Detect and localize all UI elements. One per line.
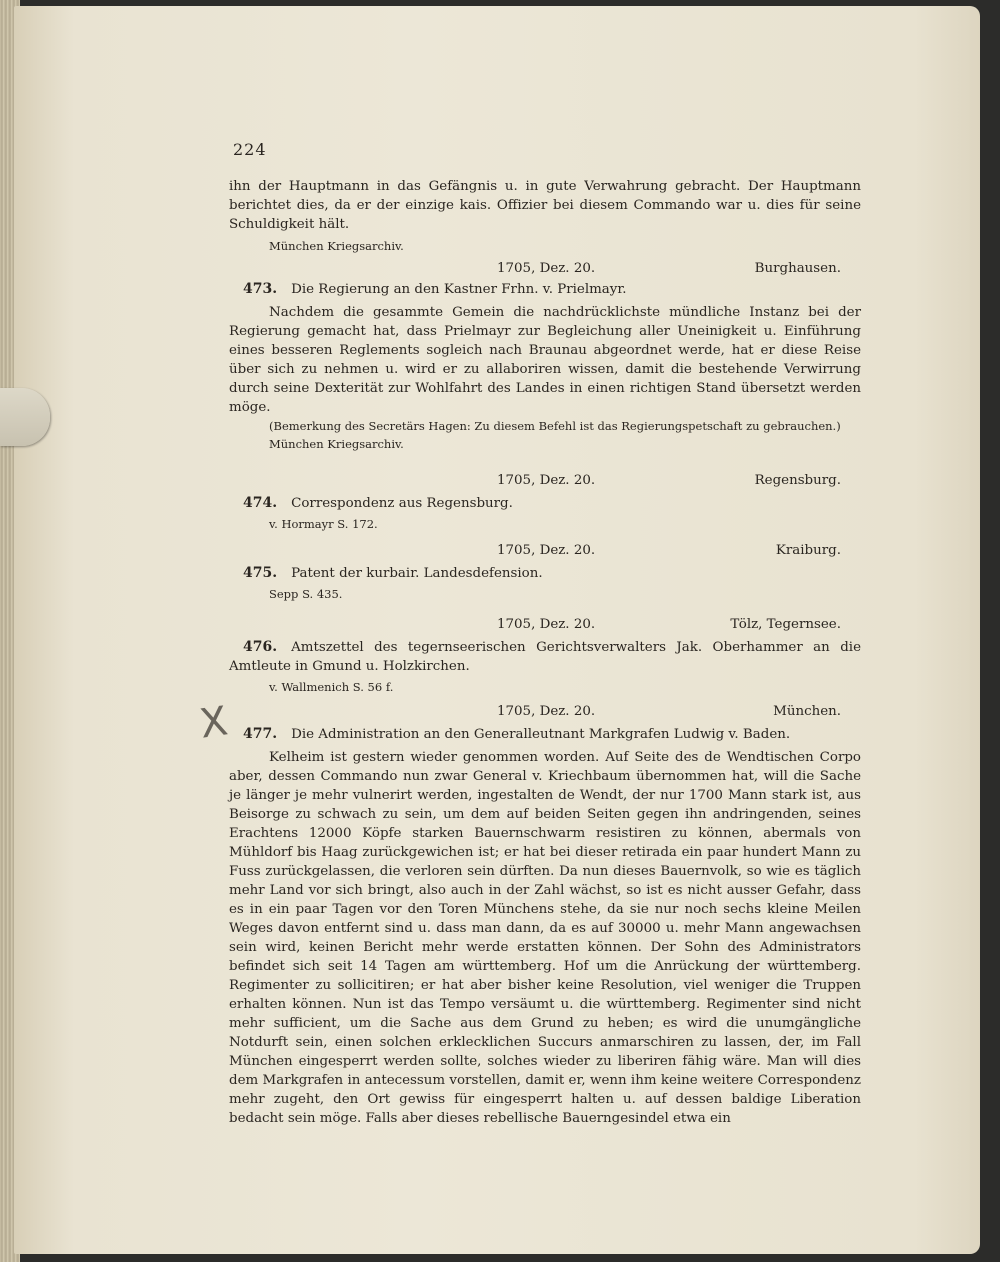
- entry-477-heading: [243, 725, 861, 744]
- entry-473-place: Burghausen.: [754, 261, 841, 276]
- entry-476-date: 1705, Dez. 20.: [497, 617, 596, 632]
- page-body: [229, 177, 861, 1128]
- entry-475-source: Sepp S. 435.: [269, 587, 343, 601]
- entry-477-body: Kelheim ist gestern wieder genommen worden. Auf Seite des de Wendtischen Corpo aber, dessen Commando nun zwar General v. Kriechbaum übernommen hat, will die Sache je länger je mehr vulnerirt werden, ingestalten de Wendt, der nur 1700 Mann stark ist, aus Beisorge zu schwach zu sein, um dem auf beiden Seiten gegen ihn andringenden, seines Erachtens 12000 Köpfe starken Bauernschwarm resistiren zu können, abermals von Mühldorf bis Haag zurückgewichen ist; er hat bei dieser retirada ein paar hundert Mann zu Fuss zurückgelassen, die verloren sein dürften. Da nun dieses Bauernvolk, so wie es täglich mehr Land vor sich bringt, also auch in der Zahl wächst, so ist es nicht ausser Gefahr, dass es in ein paar Tagen vor den Toren Münchens stehe, da sie nur noch sechs kleine Meilen Weges davon entfernt sind u. dass man dann, da es auf 30000 u. mehr Mann angewachsen sein wird, keinen Bericht mehr werde erstatten können. Der Sohn des Administrators befindet sich seit 14 Tagen am württemberg. Hof um die Anrückung der württemberg. Regimenter zu sollicitiren; er hat aber bisher keine Resolution, viel weniger die Truppen erhalten können. Nun ist das Tempo versäumt u. die württemberg. Regimenter sind nicht mehr sufficient, um die Sache aus dem Grund zu heben; es wird die unumgängliche Notdurft sein, einen solchen erklecklichen Succurs anmarschiren zu lassen, der, im Fall München eingesperrt werden sollte, solches wieder zu liberiren fähig wäre. Man will dies dem Markgrafen in antecessum vorstellen, damit er, wenn ihm keine weitere Correspondenz mehr zugeht, den Ort gewiss für eingesperrt halten u. auf dessen baldige Liberation bedacht sein möge. Falls aber dieses rebellische Bauerngesindel etwa ein: [229, 750, 861, 1126]
- entry-474-header: [229, 471, 841, 490]
- entry-476-title: Amtszettel des tegernseerischen Gerichtsverwalters Jak. Oberhammer an die Amtleute in Gmund u. Holzkirchen.: [229, 640, 861, 674]
- entry-475-date: 1705, Dez. 20.: [497, 543, 596, 558]
- entry-473-title: Die Regierung an den Kastner Frhn. v. Prielmayr.: [291, 282, 627, 297]
- entry-475-place: Kraiburg.: [775, 543, 841, 558]
- entry-473-note: (Bemerkung des Secretärs Hagen: Zu diesem Befehl ist das Regierungspetschaft zu gebrauchen.): [269, 419, 841, 433]
- entry-476-source: v. Wallmenich S. 56 f.: [269, 680, 394, 694]
- entry-475-title: Patent der kurbair. Landesdefension.: [291, 566, 543, 581]
- entry-476-place: Tölz, Tegernsee.: [730, 617, 841, 632]
- entry-474-heading: [243, 494, 861, 513]
- entry-477-header: [229, 702, 841, 721]
- entry-474-number: 474.: [243, 495, 278, 511]
- entry-473-body: Nachdem die gesammte Gemein die nachdrücklichste mündliche Instanz bei der Regierung gemacht hat, dass Prielmayr zur Begleichung aller Uneinigkeit u. Einführung eines besseren Reglements sogleich nach Braunau abgeordnet werde, hat er diese Reise über sich zu nehmen u. wird er zu allaboriren wissen, damit die bestehende Verwirrung durch seine Dexterität zur Wohlfahrt des Landes in einen richtigen Stand übersetzt werden möge.: [229, 305, 861, 415]
- entry-473-number: 473.: [243, 281, 278, 297]
- entry-473-heading: [243, 280, 861, 299]
- entry-476-header: [229, 615, 841, 634]
- entry-477-place: München.: [773, 704, 841, 719]
- entry-473-header: [229, 259, 841, 278]
- page-number: 224: [233, 140, 267, 159]
- entry-477-number: 477.: [243, 726, 278, 742]
- entry-476-heading: [229, 638, 861, 676]
- continued-paragraph: ihn der Hauptmann in das Gefängnis u. in gute Verwahrung gebracht. Der Hauptmann berichtet dies, da er der einzige kais. Offizier bei diesem Commando war u. dies für seine Schuldigkeit hält.: [229, 179, 861, 232]
- entry-477-title: Die Administration an den Generalleutnant Markgrafen Ludwig v. Baden.: [291, 727, 791, 742]
- entry-475-header: [229, 541, 841, 560]
- margin-mark: X: [196, 698, 231, 748]
- entry-477-date: 1705, Dez. 20.: [497, 704, 596, 719]
- entry-475-heading: [243, 564, 861, 583]
- entry-473-date: 1705, Dez. 20.: [497, 261, 596, 276]
- entry-474-place: Regensburg.: [754, 473, 841, 488]
- continued-source: München Kriegsarchiv.: [269, 239, 404, 253]
- entry-475-number: 475.: [243, 565, 278, 581]
- entry-474-source: v. Hormayr S. 172.: [269, 517, 378, 531]
- entry-473-source: München Kriegsarchiv.: [269, 437, 404, 451]
- entry-474-date: 1705, Dez. 20.: [497, 473, 596, 488]
- entry-474-title: Correspondenz aus Regensburg.: [291, 496, 513, 511]
- entry-476-number: 476.: [243, 639, 278, 655]
